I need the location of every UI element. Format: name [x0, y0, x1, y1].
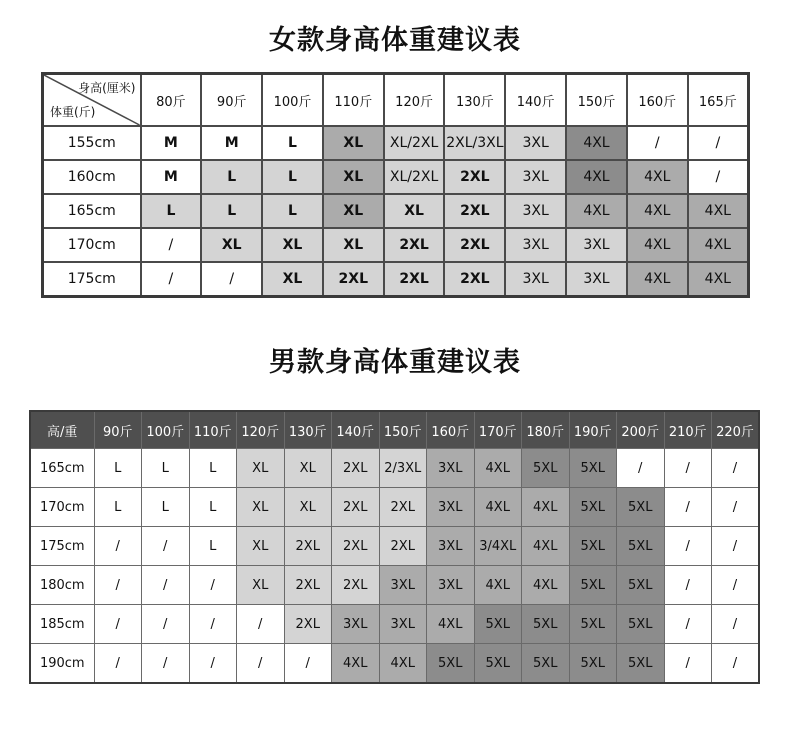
- table-row: [43, 160, 749, 194]
- size-cell: /: [712, 488, 760, 527]
- size-cell: XL: [237, 527, 285, 566]
- size-cell: /: [142, 566, 190, 605]
- weight-header: 170斤: [474, 411, 522, 449]
- size-cell: /: [688, 160, 749, 194]
- weight-header: 80斤: [141, 74, 202, 127]
- size-cell: XL: [237, 488, 285, 527]
- size-cell: XL: [323, 194, 384, 228]
- size-cell: 3/4XL: [474, 527, 522, 566]
- size-cell: 3XL: [427, 488, 475, 527]
- size-cell: L: [262, 194, 323, 228]
- weight-header: 200斤: [617, 411, 665, 449]
- size-cell: 2XL: [332, 488, 380, 527]
- size-cell: 2XL: [384, 228, 445, 262]
- size-cell: 5XL: [474, 644, 522, 684]
- size-cell: XL: [237, 566, 285, 605]
- table-row: [30, 488, 759, 527]
- size-cell: 5XL: [569, 488, 617, 527]
- size-cell: /: [94, 644, 142, 684]
- women-corner-cell: [43, 74, 141, 127]
- size-cell: 4XL: [332, 644, 380, 684]
- size-cell: 4XL: [627, 160, 688, 194]
- size-cell: 5XL: [427, 644, 475, 684]
- size-cell: L: [189, 449, 237, 488]
- size-cell: 3XL: [505, 126, 566, 160]
- size-cell: /: [142, 527, 190, 566]
- weight-header: 120斤: [237, 411, 285, 449]
- height-label: 185cm: [30, 605, 94, 644]
- size-cell: /: [712, 644, 760, 684]
- size-cell: XL: [262, 262, 323, 297]
- size-cell: /: [664, 605, 712, 644]
- size-cell: L: [189, 527, 237, 566]
- size-cell: 5XL: [569, 605, 617, 644]
- table-row: [30, 605, 759, 644]
- size-cell: /: [664, 449, 712, 488]
- size-cell: L: [262, 126, 323, 160]
- size-cell: 4XL: [688, 262, 749, 297]
- women-header-row: [43, 74, 749, 127]
- size-cell: XL: [284, 449, 332, 488]
- size-cell: 2XL: [284, 527, 332, 566]
- corner-height-label: 身高(厘米): [78, 81, 136, 95]
- size-cell: /: [712, 605, 760, 644]
- size-cell: 2XL: [444, 262, 505, 297]
- table-row: [43, 228, 749, 262]
- size-cell: 3XL: [505, 194, 566, 228]
- size-cell: 3XL: [566, 228, 627, 262]
- size-cell: 5XL: [617, 605, 665, 644]
- size-cell: XL: [201, 228, 262, 262]
- size-cell: XL: [384, 194, 445, 228]
- size-cell: 3XL: [332, 605, 380, 644]
- size-cell: /: [664, 488, 712, 527]
- size-cell: XL: [323, 126, 384, 160]
- size-cell: L: [201, 160, 262, 194]
- weight-header: 140斤: [505, 74, 566, 127]
- size-cell: 4XL: [427, 605, 475, 644]
- size-cell: M: [141, 126, 202, 160]
- size-cell: XL: [262, 228, 323, 262]
- size-cell: /: [142, 644, 190, 684]
- size-cell: 2XL: [379, 488, 427, 527]
- weight-header: 160斤: [627, 74, 688, 127]
- size-cell: M: [141, 160, 202, 194]
- size-cell: L: [142, 488, 190, 527]
- size-cell: /: [712, 449, 760, 488]
- size-cell: 4XL: [566, 160, 627, 194]
- size-cell: 5XL: [522, 449, 570, 488]
- weight-header: 110斤: [189, 411, 237, 449]
- size-cell: /: [237, 605, 285, 644]
- size-cell: 3XL: [427, 566, 475, 605]
- size-cell: 4XL: [627, 228, 688, 262]
- size-cell: 5XL: [617, 644, 665, 684]
- size-cell: 4XL: [627, 262, 688, 297]
- table-row: [43, 194, 749, 228]
- size-cell: /: [237, 644, 285, 684]
- size-cell: M: [201, 126, 262, 160]
- weight-header: 130斤: [444, 74, 505, 127]
- size-cell: XL: [284, 488, 332, 527]
- size-cell: XL: [323, 160, 384, 194]
- size-cell: 5XL: [569, 527, 617, 566]
- weight-header: 100斤: [262, 74, 323, 127]
- size-cell: /: [141, 228, 202, 262]
- size-cell: L: [94, 488, 142, 527]
- size-cell: 4XL: [474, 566, 522, 605]
- corner-weight-label: 体重(斤): [50, 105, 96, 119]
- size-cell: /: [94, 605, 142, 644]
- table-row: [43, 262, 749, 297]
- size-cell: 4XL: [474, 449, 522, 488]
- size-cell: 3XL: [427, 449, 475, 488]
- size-cell: /: [189, 605, 237, 644]
- table-row: [30, 527, 759, 566]
- men-size-table: [29, 410, 760, 684]
- men-corner-cell: 高/重: [30, 411, 94, 449]
- size-cell: /: [189, 566, 237, 605]
- size-cell: 2XL: [323, 262, 384, 297]
- weight-header: 220斤: [712, 411, 760, 449]
- size-cell: 2/3XL: [379, 449, 427, 488]
- size-cell: L: [94, 449, 142, 488]
- size-cell: 4XL: [522, 566, 570, 605]
- weight-header: 100斤: [142, 411, 190, 449]
- weight-header: 90斤: [94, 411, 142, 449]
- size-cell: 3XL: [566, 262, 627, 297]
- table-row: [30, 449, 759, 488]
- size-cell: /: [284, 644, 332, 684]
- size-cell: 2XL: [332, 566, 380, 605]
- size-cell: 4XL: [522, 488, 570, 527]
- size-cell: XL: [237, 449, 285, 488]
- size-cell: 4XL: [688, 228, 749, 262]
- height-label: 155cm: [43, 126, 141, 160]
- size-cell: /: [201, 262, 262, 297]
- height-label: 160cm: [43, 160, 141, 194]
- size-cell: 4XL: [522, 527, 570, 566]
- size-cell: /: [627, 126, 688, 160]
- size-cell: 3XL: [505, 262, 566, 297]
- size-cell: 2XL: [332, 527, 380, 566]
- weight-header: 180斤: [522, 411, 570, 449]
- size-cell: 2XL: [444, 194, 505, 228]
- size-cell: 2XL: [444, 228, 505, 262]
- weight-header: 110斤: [323, 74, 384, 127]
- size-cell: 4XL: [566, 126, 627, 160]
- size-cell: /: [189, 644, 237, 684]
- size-cell: /: [94, 566, 142, 605]
- size-cell: /: [94, 527, 142, 566]
- size-cell: /: [688, 126, 749, 160]
- weight-header: 210斤: [664, 411, 712, 449]
- size-cell: 2XL: [379, 527, 427, 566]
- women-size-table: [41, 72, 750, 298]
- size-cell: XL: [323, 228, 384, 262]
- size-cell: 2XL: [284, 605, 332, 644]
- size-cell: 2XL/3XL: [444, 126, 505, 160]
- size-cell: 3XL: [379, 566, 427, 605]
- table-row: [30, 644, 759, 684]
- size-cell: 5XL: [569, 566, 617, 605]
- table-row: [30, 566, 759, 605]
- weight-header: 130斤: [284, 411, 332, 449]
- size-cell: /: [664, 644, 712, 684]
- weight-header: 150斤: [379, 411, 427, 449]
- size-cell: 3XL: [505, 160, 566, 194]
- height-label: 175cm: [43, 262, 141, 297]
- weight-header: 90斤: [201, 74, 262, 127]
- height-label: 165cm: [43, 194, 141, 228]
- size-cell: 2XL: [444, 160, 505, 194]
- weight-header: 120斤: [384, 74, 445, 127]
- table-row: [43, 126, 749, 160]
- women-table-title: 女款身高体重建议表: [269, 25, 521, 56]
- size-cell: 4XL: [566, 194, 627, 228]
- size-cell: XL/2XL: [384, 126, 445, 160]
- weight-header: 165斤: [688, 74, 749, 127]
- size-cell: /: [712, 527, 760, 566]
- weight-header: 150斤: [566, 74, 627, 127]
- size-cell: XL/2XL: [384, 160, 445, 194]
- size-cell: 3XL: [505, 228, 566, 262]
- size-cell: /: [617, 449, 665, 488]
- size-cell: 2XL: [384, 262, 445, 297]
- size-cell: /: [142, 605, 190, 644]
- size-cell: 2XL: [332, 449, 380, 488]
- men-header-row: [30, 411, 759, 449]
- height-label: 165cm: [30, 449, 94, 488]
- size-cell: 5XL: [522, 644, 570, 684]
- size-cell: L: [201, 194, 262, 228]
- size-cell: /: [664, 566, 712, 605]
- size-cell: 4XL: [688, 194, 749, 228]
- size-cell: 5XL: [617, 527, 665, 566]
- height-label: 190cm: [30, 644, 94, 684]
- weight-header: 190斤: [569, 411, 617, 449]
- size-cell: L: [189, 488, 237, 527]
- size-cell: 2XL: [284, 566, 332, 605]
- size-cell: 3XL: [427, 527, 475, 566]
- size-cell: /: [664, 527, 712, 566]
- size-cell: 4XL: [379, 644, 427, 684]
- size-cell: 5XL: [617, 488, 665, 527]
- height-label: 175cm: [30, 527, 94, 566]
- height-label: 170cm: [30, 488, 94, 527]
- size-cell: L: [141, 194, 202, 228]
- men-table-title: 男款身高体重建议表: [269, 347, 521, 378]
- weight-header: 140斤: [332, 411, 380, 449]
- size-cell: 5XL: [474, 605, 522, 644]
- size-cell: 5XL: [569, 644, 617, 684]
- size-cell: 4XL: [474, 488, 522, 527]
- size-cell: 5XL: [522, 605, 570, 644]
- size-cell: /: [712, 566, 760, 605]
- height-label: 180cm: [30, 566, 94, 605]
- weight-header: 160斤: [427, 411, 475, 449]
- size-cell: L: [262, 160, 323, 194]
- size-cell: L: [142, 449, 190, 488]
- size-cell: 5XL: [617, 566, 665, 605]
- height-label: 170cm: [43, 228, 141, 262]
- size-cell: 4XL: [627, 194, 688, 228]
- size-cell: 5XL: [569, 449, 617, 488]
- size-cell: 3XL: [379, 605, 427, 644]
- size-cell: /: [141, 262, 202, 297]
